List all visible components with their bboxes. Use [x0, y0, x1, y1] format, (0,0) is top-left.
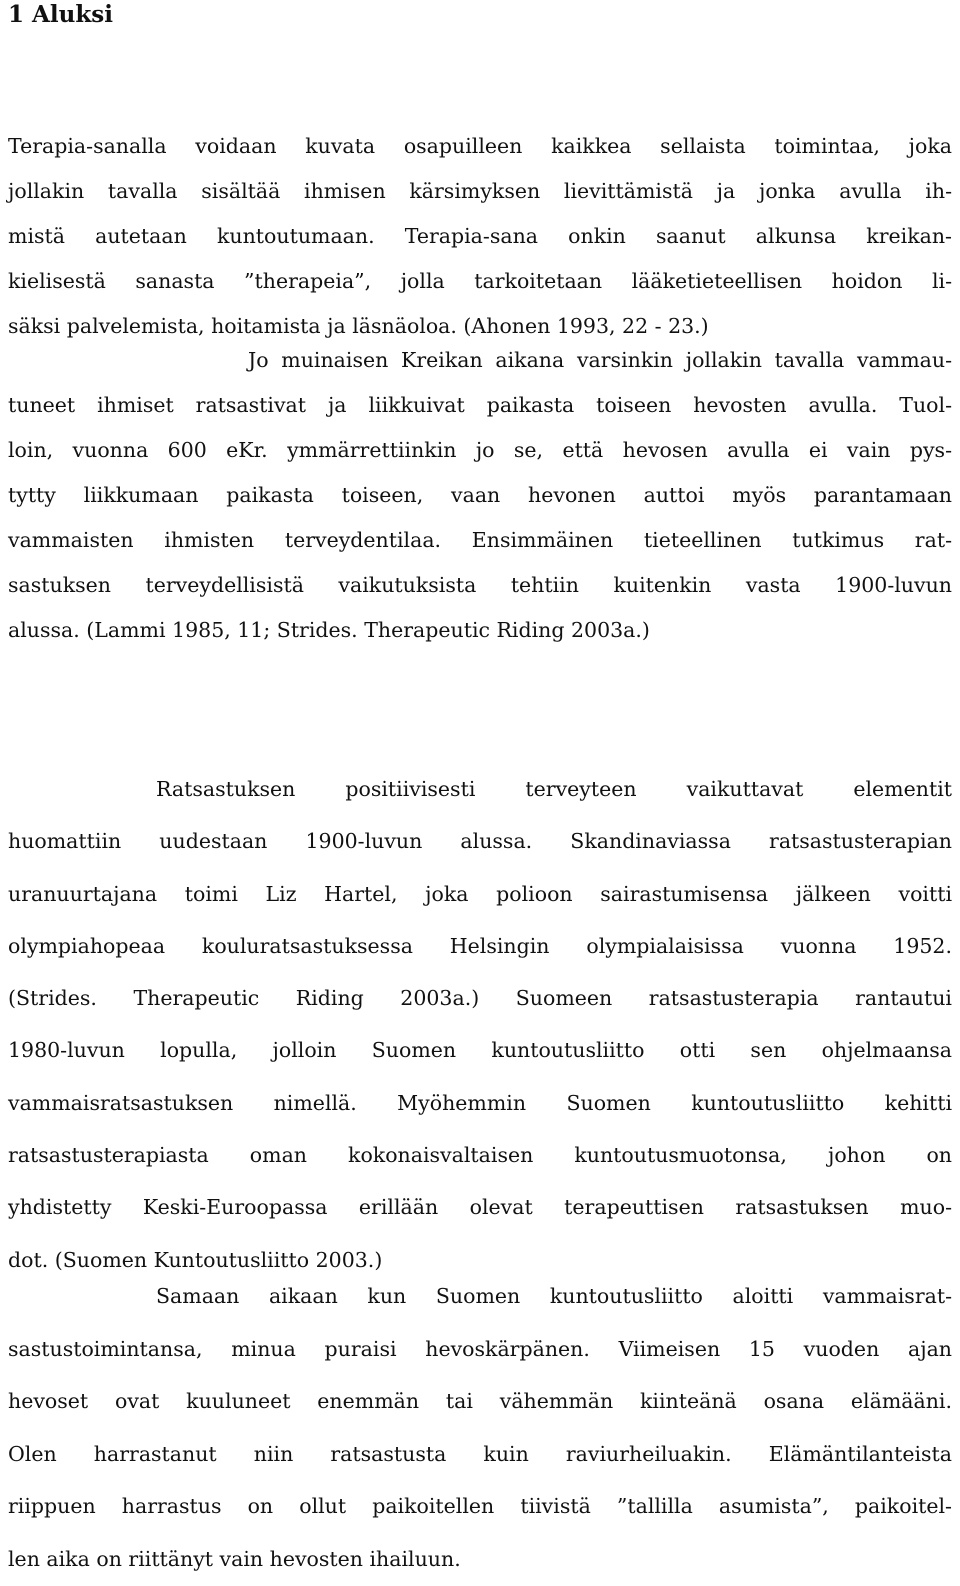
paragraph-line: Samaan aikaan kun Suomen kuntoutusliitto aloitti vammaisrat-: [156, 1284, 952, 1308]
paragraph-line: tuneet ihmiset ratsastivat ja liikkuivat paikasta toiseen hevosten avulla. Tuol-: [8, 393, 952, 417]
section-heading: 1 Aluksi: [8, 1, 113, 28]
paragraph-line: Jo muinaisen Kreikan aikana varsinkin jollakin tavalla vammau-: [248, 348, 952, 372]
paragraph-line: olympiahopeaa kouluratsastuksessa Helsingin olympialaisissa vuonna 1952.: [8, 933, 952, 958]
paragraph-line: loin, vuonna 600 eKr. ymmärrettiinkin jo se, että hevosen avulla ei vain pys-: [8, 438, 952, 462]
paragraph-line: dot. (Suomen Kuntoutusliitto 2003.): [8, 1247, 383, 1272]
paragraph-4: [8, 1270, 952, 1586]
paragraph-line: huomattiin uudestaan 1900-luvun alussa. Skandinaviassa ratsastusterapian: [8, 829, 952, 854]
paragraph-line: Olen harrastanut niin ratsastusta kuin raviurheiluakin. Elämäntilanteista: [8, 1441, 952, 1466]
paragraph-line: len aika on riittänyt vain hevosten ihailuun.: [8, 1546, 461, 1571]
paragraph-line: vammaisten ihmisten terveydentilaa. Ensimmäinen tieteellinen tutkimus rat-: [8, 528, 952, 552]
paragraph-line: yhdistetty Keski-Euroopassa erillään olevat terapeuttisen ratsastuksen muo-: [8, 1195, 952, 1220]
paragraph-line: 1980-luvun lopulla, jolloin Suomen kuntoutusliitto otti sen ohjelmaansa: [8, 1038, 952, 1063]
paragraph-line: alussa. (Lammi 1985, 11; Strides. Therapeutic Riding 2003a.): [8, 618, 650, 642]
paragraph-line: uranuurtajana toimi Liz Hartel, joka polioon sairastumisensa jälkeen voitti: [8, 881, 952, 906]
paragraph-line: (Strides. Therapeutic Riding 2003a.) Suomeen ratsastusterapia rantautui: [8, 986, 952, 1011]
paragraph-line: riippuen harrastus on ollut paikoitellen tiivistä ”tallilla asumista”, paikoitel-: [8, 1494, 952, 1519]
paragraph-1: [8, 124, 952, 349]
paragraph-line: tytty liikkumaan paikasta toiseen, vaan hevonen auttoi myös parantamaan: [8, 483, 952, 507]
paragraph-3: [8, 763, 952, 1286]
paragraph-line: ratsastusterapiasta oman kokonaisvaltaisen kuntoutusmuotonsa, johon on: [8, 1143, 952, 1168]
paragraph-2: [8, 338, 952, 653]
paragraph-line: sastustoimintansa, minua puraisi hevoskärpänen. Viimeisen 15 vuoden ajan: [8, 1336, 952, 1361]
paragraph-line: vammaisratsastuksen nimellä. Myöhemmin Suomen kuntoutusliitto kehitti: [8, 1090, 952, 1115]
paragraph-line: mistä autetaan kuntoutumaan. Terapia-sana onkin saanut alkunsa kreikan-: [8, 224, 952, 248]
paragraph-line: Ratsastuksen positiivisesti terveyteen vaikuttavat elementit: [156, 777, 952, 801]
paragraph-line: hevoset ovat kuuluneet enemmän tai vähemmän kiinteänä osana elämääni.: [8, 1389, 952, 1414]
paragraph-line: jollakin tavalla sisältää ihmisen kärsimyksen lievittämistä ja jonka avulla ih-: [8, 179, 952, 203]
paragraph-line: sastuksen terveydellisistä vaikutuksista tehtiin kuitenkin vasta 1900-luvun: [8, 573, 952, 597]
paragraph-line: säksi palvelemista, hoitamista ja läsnäoloa. (Ahonen 1993, 22 - 23.): [8, 314, 709, 338]
paragraph-line: kielisestä sanasta ”therapeia”, jolla tarkoitetaan lääketieteellisen hoidon li-: [8, 269, 952, 293]
paragraph-line: Terapia-sanalla voidaan kuvata osapuilleen kaikkea sellaista toimintaa, joka: [8, 134, 952, 158]
